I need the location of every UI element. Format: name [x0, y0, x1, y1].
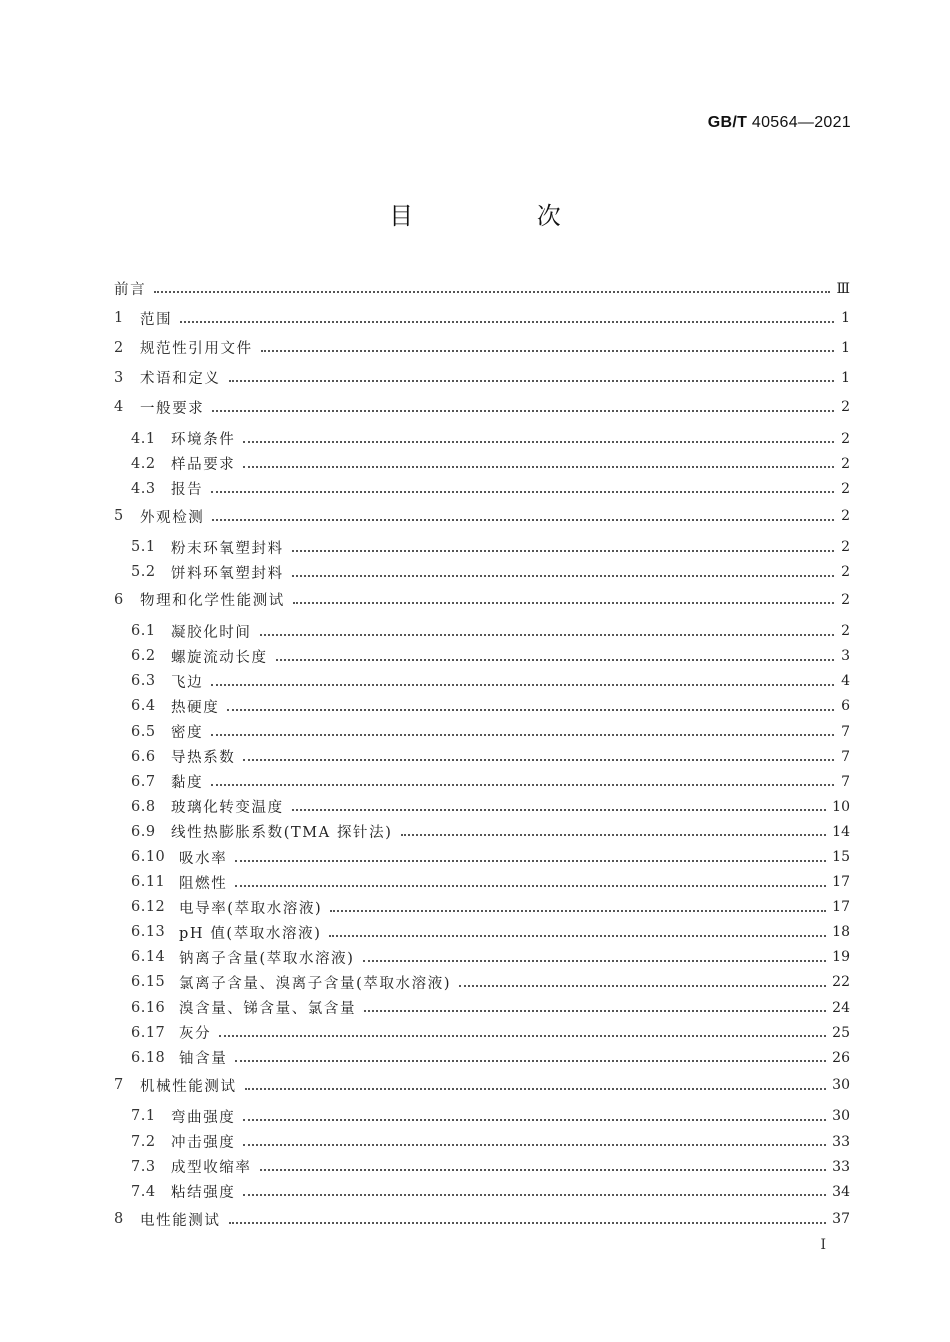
toc-dot-leader — [227, 708, 834, 711]
toc-entry-page: 26 — [832, 1049, 850, 1066]
toc-entry-number: 6.11 — [131, 874, 166, 891]
toc-entry-number: 6.3 — [131, 673, 156, 690]
toc-entry-page: 6 — [841, 698, 850, 715]
toc-dot-leader — [211, 783, 834, 786]
toc-entry-page: 4 — [841, 673, 850, 690]
toc-entry-label: 物理和化学性能测试 — [140, 593, 285, 610]
toc-entry-label: 螺旋流动长度 — [171, 649, 268, 666]
toc-entry-number: 6.8 — [131, 798, 156, 815]
standard-number: 40564—2021 — [751, 114, 851, 131]
toc-entry-number: 6.7 — [131, 773, 156, 790]
toc-dot-leader — [245, 1087, 827, 1090]
toc-entry[interactable] — [114, 392, 850, 422]
toc-entry[interactable] — [114, 560, 850, 585]
toc-entry[interactable] — [114, 1179, 850, 1204]
toc-entry-label: 灰分 — [179, 1026, 212, 1043]
toc-entry[interactable] — [114, 535, 850, 560]
toc-entry-page: 2 — [841, 508, 850, 525]
toc-entry-number: 6.18 — [131, 1049, 166, 1066]
toc-dot-leader — [243, 440, 834, 443]
toc-entry-page: 7 — [841, 773, 850, 790]
footer-page-number: I — [820, 1237, 826, 1253]
toc-entry-label: pH 值(萃取水溶液) — [179, 925, 322, 942]
toc-dot-leader — [292, 549, 834, 552]
toc-entry-number: 7.3 — [131, 1158, 156, 1175]
toc-entry-page: 2 — [841, 430, 850, 447]
toc-entry[interactable] — [114, 970, 850, 995]
toc-entry[interactable] — [114, 844, 850, 869]
toc-dot-leader — [235, 859, 826, 862]
toc-entry-number: 5.2 — [131, 564, 156, 581]
toc-entry-page: 33 — [832, 1158, 850, 1175]
toc-entry-label: 粉末环氧塑封料 — [171, 540, 284, 557]
toc-entry-page: 24 — [832, 999, 850, 1016]
toc-entry-page: 2 — [841, 591, 850, 608]
toc-entry-page: 7 — [841, 748, 850, 765]
toc-entry-page: 15 — [832, 849, 850, 866]
toc-entry[interactable] — [114, 451, 850, 476]
toc-entry-label: 样品要求 — [171, 457, 236, 474]
toc-dot-leader — [229, 379, 835, 382]
toc-entry[interactable] — [114, 1104, 850, 1129]
toc-entry-number: 6.10 — [131, 849, 166, 866]
toc-entry-label: 规范性引用文件 — [140, 341, 253, 358]
toc-entry-page: 1 — [841, 369, 850, 386]
toc-entry-page: 17 — [832, 899, 850, 916]
toc-entry[interactable] — [114, 1070, 850, 1100]
toc-entry-label: 热硬度 — [171, 699, 220, 716]
toc-entry-page: 33 — [832, 1133, 850, 1150]
toc-entry-page: 3 — [841, 648, 850, 665]
toc-entry-number: 7.4 — [131, 1183, 156, 1200]
toc-entry-page: 30 — [832, 1108, 850, 1125]
toc-entry-number: 6.4 — [131, 698, 156, 715]
toc-entry-label: 阻燃性 — [179, 875, 228, 892]
toc-entry[interactable] — [114, 619, 850, 644]
toc-entry-page: 19 — [832, 949, 850, 966]
toc-entry-number: 6.12 — [131, 899, 166, 916]
toc-entry[interactable] — [114, 585, 850, 615]
toc-dot-leader — [330, 909, 826, 912]
toc-entry-page: 34 — [832, 1183, 850, 1200]
toc-dot-leader — [292, 808, 826, 811]
toc-dot-leader — [180, 320, 834, 323]
toc-entry[interactable] — [114, 476, 850, 501]
toc-entry-number: 6.14 — [131, 949, 166, 966]
toc-dot-leader — [260, 633, 835, 636]
toc-entry-number: 6.1 — [131, 623, 156, 640]
toc-entry-label: 外观检测 — [140, 509, 205, 526]
toc-dot-leader — [211, 490, 834, 493]
toc-entry-number: 6.13 — [131, 924, 166, 941]
toc-entry-label: 机械性能测试 — [140, 1078, 237, 1095]
toc-entry-label: 冲击强度 — [171, 1135, 236, 1152]
toc-entry-label: 一般要求 — [140, 400, 205, 417]
toc-entry[interactable] — [114, 1129, 850, 1154]
toc-dot-leader — [235, 884, 826, 887]
toc-entry[interactable] — [114, 920, 850, 945]
toc-entry-label: 电性能测试 — [140, 1212, 221, 1229]
toc-entry-page: 7 — [841, 723, 850, 740]
toc-entry[interactable] — [114, 644, 850, 669]
toc-dot-leader — [243, 1118, 826, 1121]
toc-entry-label: 玻璃化转变温度 — [171, 800, 284, 817]
toc-entry-page: 2 — [841, 539, 850, 556]
toc-entry[interactable] — [114, 895, 850, 920]
toc-entry-label: 吸水率 — [179, 850, 228, 867]
toc-entry[interactable] — [114, 1045, 850, 1070]
toc-entry-number: 8 — [114, 1211, 124, 1228]
toc-entry[interactable] — [114, 769, 850, 794]
toc-entry-number: 6.17 — [131, 1024, 166, 1041]
toc-entry[interactable] — [114, 744, 850, 769]
toc-entry-label: 环境条件 — [171, 432, 236, 449]
toc-entry-number: 3 — [114, 369, 124, 386]
toc-entry-label: 黏度 — [171, 775, 204, 792]
toc-entry-page: 14 — [832, 823, 850, 840]
toc-entry-page: 22 — [832, 974, 850, 991]
toc-dot-leader — [154, 290, 830, 293]
toc-dot-leader — [260, 1168, 827, 1171]
toc-title: 目 次 — [389, 202, 619, 230]
toc-entry-label: 前言 — [114, 282, 147, 299]
toc-dot-leader — [293, 601, 834, 604]
toc-entry-number: 1 — [114, 310, 124, 327]
toc-entry[interactable] — [114, 1154, 850, 1179]
toc-entry-number: 7.1 — [131, 1108, 156, 1125]
toc-entry-number: 6.5 — [131, 723, 156, 740]
toc-entry[interactable] — [114, 719, 850, 744]
toc-dot-leader — [243, 758, 834, 761]
toc-entry-page: 25 — [832, 1024, 850, 1041]
toc-entry-page: 18 — [832, 924, 850, 941]
toc-entry-label: 密度 — [171, 725, 204, 742]
toc-dot-leader — [401, 833, 827, 836]
toc-entry[interactable] — [114, 694, 850, 719]
toc-dot-leader — [243, 465, 834, 468]
toc-entry-label: 溴含量、锑含量、氯含量 — [179, 1001, 357, 1018]
toc-entry-number: 4.1 — [131, 430, 156, 447]
toc-entry-page: 2 — [841, 399, 850, 416]
toc-entry[interactable] — [114, 995, 850, 1020]
toc-entry[interactable] — [114, 1204, 850, 1234]
toc-dot-leader — [211, 683, 834, 686]
toc-entry[interactable] — [114, 945, 850, 970]
toc-entry-label: 线性热膨胀系数(TMA 探针法) — [171, 825, 393, 842]
toc-entry-page: 1 — [841, 310, 850, 327]
toc-entry-number: 4.3 — [131, 480, 156, 497]
toc-dot-leader — [363, 959, 827, 962]
toc-dot-leader — [329, 934, 826, 937]
toc-entry-label: 饼料环氧塑封料 — [171, 565, 284, 582]
toc-entry-number: 6.15 — [131, 974, 166, 991]
toc-entry-label: 凝胶化时间 — [171, 624, 252, 641]
toc-entry-number: 6.2 — [131, 648, 156, 665]
toc-entry-label: 报告 — [171, 482, 204, 499]
toc-dot-leader — [292, 574, 834, 577]
toc-entry-label: 成型收缩率 — [171, 1160, 252, 1177]
toc-dot-leader — [211, 733, 834, 736]
toc-dot-leader — [459, 984, 826, 987]
toc-entry-page: 30 — [832, 1077, 850, 1094]
toc-entry[interactable] — [114, 794, 850, 819]
toc-dot-leader — [261, 349, 834, 352]
toc-entry[interactable] — [114, 669, 850, 694]
toc-entry-label: 术语和定义 — [140, 371, 221, 388]
toc-dot-leader — [364, 1009, 826, 1012]
toc-entry-number: 6.16 — [131, 999, 166, 1016]
toc-entry-number: 5 — [114, 508, 124, 525]
toc-entry-number: 4 — [114, 399, 124, 416]
toc-dot-leader — [243, 1193, 826, 1196]
toc-entry-number: 7.2 — [131, 1133, 156, 1150]
toc-entry[interactable] — [114, 819, 850, 844]
toc-entry-label: 氯离子含量、溴离子含量(萃取水溶液) — [179, 975, 452, 992]
toc-entry-number: 5.1 — [131, 539, 156, 556]
toc-dot-leader — [212, 409, 834, 412]
toc-entry[interactable] — [114, 1020, 850, 1045]
toc-entry-label: 弯曲强度 — [171, 1109, 236, 1126]
toc-entry-label: 范围 — [140, 311, 173, 328]
table-of-contents — [114, 274, 850, 1234]
toc-entry-number: 2 — [114, 339, 124, 356]
toc-dot-leader — [212, 518, 834, 521]
toc-entry[interactable] — [114, 870, 850, 895]
toc-entry-page: 1 — [841, 339, 850, 356]
toc-entry-number: 6.9 — [131, 823, 156, 840]
toc-entry-label: 导热系数 — [171, 750, 236, 767]
toc-dot-leader — [276, 658, 834, 661]
toc-entry[interactable] — [114, 333, 850, 363]
toc-entry-label: 粘结强度 — [171, 1185, 236, 1202]
toc-entry-page: 2 — [841, 455, 850, 472]
toc-entry-page: 2 — [841, 623, 850, 640]
toc-entry-page: 2 — [841, 564, 850, 581]
toc-entry-label: 飞边 — [171, 674, 204, 691]
toc-dot-leader — [229, 1221, 827, 1224]
toc-dot-leader — [219, 1034, 826, 1037]
toc-entry-page: Ⅲ — [836, 280, 850, 297]
toc-entry[interactable] — [114, 426, 850, 451]
toc-entry-number: 6.6 — [131, 748, 156, 765]
standard-prefix: GB/T — [707, 114, 748, 131]
toc-entry-number: 7 — [114, 1077, 124, 1094]
toc-dot-leader — [243, 1143, 826, 1146]
toc-entry[interactable] — [114, 304, 850, 334]
toc-entry-label: 钠离子含量(萃取水溶液) — [179, 950, 355, 967]
toc-dot-leader — [235, 1059, 826, 1062]
toc-entry-page: 17 — [832, 874, 850, 891]
toc-entry-number: 4.2 — [131, 455, 156, 472]
toc-entry[interactable] — [114, 363, 850, 393]
toc-entry-page: 2 — [841, 480, 850, 497]
standard-code — [708, 114, 851, 132]
toc-entry-page: 10 — [832, 798, 850, 815]
toc-entry-label: 电导率(萃取水溶液) — [179, 900, 323, 917]
toc-entry[interactable] — [114, 501, 850, 531]
toc-entry-number: 6 — [114, 591, 124, 608]
toc-entry-label: 铀含量 — [179, 1051, 228, 1068]
toc-entry[interactable] — [114, 274, 850, 304]
toc-entry-page: 37 — [832, 1211, 850, 1228]
